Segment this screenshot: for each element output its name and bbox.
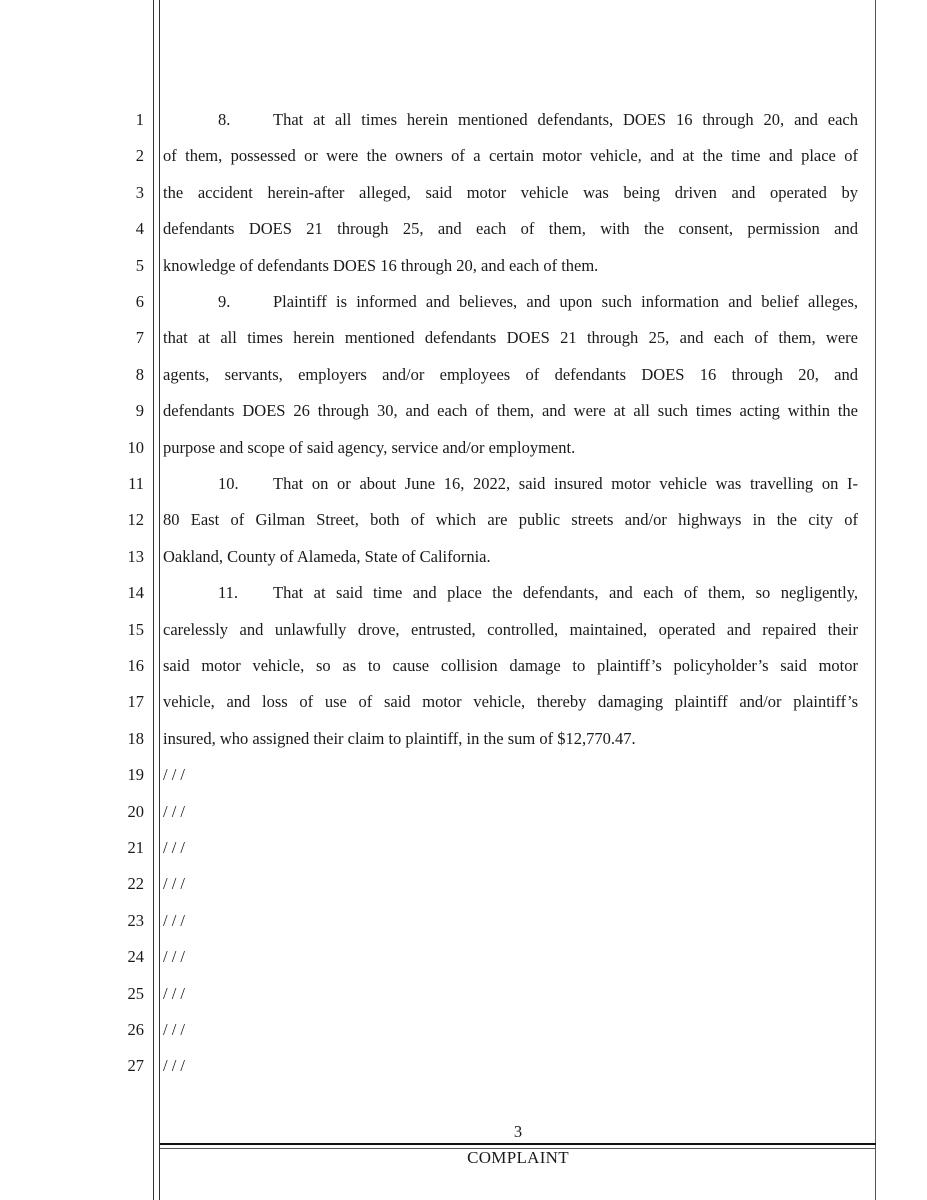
paragraph-text: Plaintiff is informed and believes, and upon such information and belief alleges, <box>273 292 858 311</box>
paragraph-line <box>163 401 858 421</box>
line-number: 25 <box>127 983 144 1003</box>
paragraph-line <box>163 656 858 676</box>
line-number: 13 <box>127 546 144 566</box>
paragraph-line <box>163 692 858 712</box>
paragraph-line <box>163 510 858 530</box>
paragraph-number: 9. <box>218 292 231 311</box>
paragraph-line <box>163 292 858 312</box>
line-number: 9 <box>135 401 144 421</box>
continuation-mark: / / / <box>163 1020 186 1039</box>
line-number: 24 <box>127 947 144 967</box>
continuation-mark: / / / <box>163 947 186 967</box>
paragraph-number: 11. <box>218 583 239 603</box>
continuation-mark: / / / <box>163 1056 186 1076</box>
line-number: 14 <box>127 583 144 603</box>
page-number: 3 <box>513 1122 523 1141</box>
paragraph-line <box>163 146 858 166</box>
paragraph-text: agents, servants, employers and/or employees of defendants DOES 16 through 20, and <box>163 364 858 384</box>
line-number: 22 <box>127 874 144 894</box>
paragraph-text: that at all times herein mentioned defendants DOES 21 through 25, and each of them, were <box>163 328 858 348</box>
paragraph-text: vehicle, and loss of use of said motor vehicle, thereby damaging plaintiff and/or plaintiff’s <box>163 692 858 712</box>
line-number: 2 <box>135 146 144 166</box>
continuation-mark: / / / <box>163 765 186 785</box>
line-number: 23 <box>127 910 144 930</box>
line-number: 26 <box>127 1020 144 1039</box>
paragraph-text: purpose and scope of said agency, service and/or employment. <box>163 437 576 457</box>
continuation-mark: / / / <box>163 910 186 930</box>
paragraph-line <box>163 183 858 203</box>
paragraph-text: carelessly and unlawfully drove, entrusted, controlled, maintained, operated and repaired their <box>163 619 858 639</box>
line-number: 4 <box>135 219 144 239</box>
paragraph-line <box>163 547 858 567</box>
line-number: 11 <box>128 474 144 493</box>
paragraph-number: 10. <box>218 474 239 493</box>
paragraph-line <box>163 219 858 239</box>
continuation-mark: / / / <box>163 801 186 821</box>
paragraph-text: That on or about June 16, 2022, said insured motor vehicle was travelling on I- <box>273 474 858 493</box>
line-number: 16 <box>127 656 144 675</box>
paragraph-text: defendants DOES 21 through 25, and each of them, with the consent, permission and <box>163 219 858 239</box>
paragraph-text: Oakland, County of Alameda, State of California. <box>163 546 491 566</box>
left-margin-rule-inner <box>159 0 160 1200</box>
line-number: 17 <box>127 692 144 712</box>
line-number: 10 <box>127 437 144 457</box>
line-number: 3 <box>135 182 144 202</box>
line-number: 27 <box>127 1056 144 1076</box>
line-number: 7 <box>135 328 144 348</box>
paragraph-text: That at all times herein mentioned defendants, DOES 16 through 20, and each <box>273 110 858 129</box>
paragraph-text: insured, who assigned their claim to plaintiff, in the sum of $12,770.47. <box>163 728 636 748</box>
right-margin-rule <box>875 0 876 1200</box>
line-number: 15 <box>127 619 144 639</box>
paragraph-text: That at said time and place the defendants, and each of them, so negligently, <box>273 583 858 603</box>
paragraph-line <box>163 474 858 494</box>
paragraph-text: defendants DOES 26 through 30, and each of them, and were at all such times acting within the <box>163 401 858 421</box>
paragraph-number: 8. <box>218 110 231 129</box>
paragraph-text: knowledge of defendants DOES 16 through 20, and each of them. <box>163 255 599 275</box>
footer-document-title: COMPLAINT <box>467 1148 569 1167</box>
paragraph-line <box>163 110 858 130</box>
continuation-mark: / / / <box>163 838 186 857</box>
line-number: 5 <box>135 255 144 275</box>
paragraph-line <box>163 583 858 603</box>
paragraph-line <box>163 328 858 348</box>
line-number: 20 <box>127 801 144 821</box>
left-margin-rule-outer <box>153 0 154 1200</box>
line-number: 8 <box>135 364 144 384</box>
paragraph-line <box>163 256 858 276</box>
paragraph-line <box>163 438 858 458</box>
paragraph-text: said motor vehicle, so as to cause collision damage to plaintiff’s policyholder’s said motor <box>163 656 858 675</box>
line-number: 18 <box>127 728 144 748</box>
line-number: 21 <box>127 838 144 857</box>
paragraph-text: of them, possessed or were the owners of a certain motor vehicle, and at the time and place of <box>163 146 858 166</box>
paragraph-line <box>163 365 858 385</box>
paragraph-line <box>163 620 858 640</box>
paragraph-text: 80 East of Gilman Street, both of which are public streets and/or highways in the city of <box>163 510 858 530</box>
line-number: 12 <box>127 510 144 530</box>
paragraph-line <box>163 729 858 749</box>
line-number: 1 <box>135 110 144 129</box>
line-number: 6 <box>135 292 144 311</box>
continuation-mark: / / / <box>163 874 186 894</box>
continuation-mark: / / / <box>163 983 186 1003</box>
line-number: 19 <box>127 765 144 785</box>
footer-rule <box>160 1143 876 1145</box>
paragraph-text: the accident herein-after alleged, said motor vehicle was being driven and operated by <box>163 182 858 202</box>
